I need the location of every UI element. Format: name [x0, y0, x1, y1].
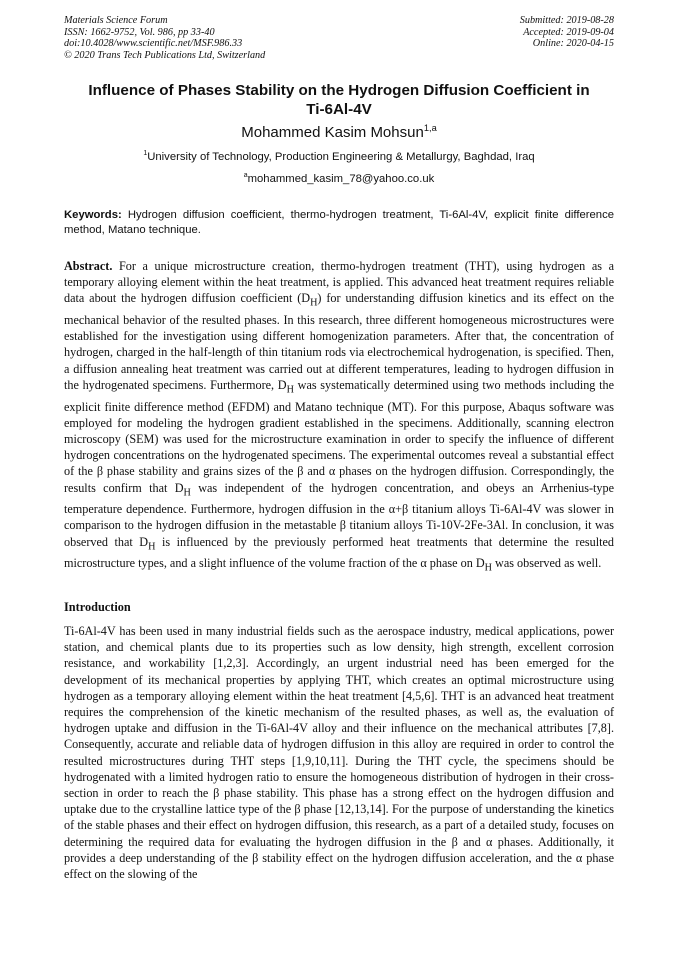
affiliation-text: University of Technology, Production Engineering & Metallurgy, Baghdad, Iraq: [147, 151, 535, 163]
doi: doi:10.4028/www.scientific.net/MSF.986.33: [64, 38, 243, 50]
subscript-h: H: [148, 541, 156, 552]
author-superscript: 1,a: [423, 123, 437, 133]
abstract-text-1: For a unique microstructure creation, thermo-hydrogen treatment (THT), using hydrogen as a temporary alloying element within the heat treatment, is applied. This advanced heat treatment requires reliable data about the hydrogen diffusion coefficient (D: [64, 259, 615, 306]
author-email: [64, 172, 614, 186]
abstract-text-5: is influenced by the previously performed heat treatments that determine the resulted microstructure types, and a slight influence of the volume fraction of the α phase on D: [64, 534, 614, 571]
subscript-h: H: [286, 384, 294, 396]
subscript-h: H: [484, 562, 492, 574]
keywords-label: Keywords:: [64, 209, 122, 221]
issn-volume: ISSN: 1662-9752, Vol. 986, pp 33-40: [64, 26, 215, 38]
author: [64, 124, 614, 142]
introduction-text: Ti-6Al-4V has been used in many industrial fields such as the aerospace industry, medical applications, power station, and chemical plants due to its properties such as low density, high strength, excellent corrosion resistance, and workability [1,2,3]. Accordingly, an urgent industrial need has been emerged for the development of its mechanical properties by applying THT, which creates an optimal microstructure using hydrogen as a temporary alloying element within the heat treatment [4,5,6]. THT is an advanced heat treatment requires the comprehension of the kinetic mechanism of the resulted phases, as well as, the evaluation of hydrogen uptake and diffusion in the Ti-6Al-4V alloy and their influence on the mechanical attributes [7,8]. Consequently, accurate and reliable data of hydrogen diffusion in this alloy are required in order to control the resulted microstructures during THT steps [1,9,10,11]. During the THT cycle, the specimens should be hydrogenated with a limited hydrogen ratio to ensure the homogeneous distribution of hydrogen in their cross-section in order to reach the β phase stability. This phase has a strong effect on the hydrogen diffusion and uptake due to the crystalline lattice type of the β phase [12,13,14]. For the purpose of understanding the kinetics of the stable phases and their effect on hydrogen diffusion, this research, as a part of a detailed study, focuses on determining the required data for evaluating the hydrogen diffusion in the β and α phases. Additionally, it provides a deep understanding of the β stability effect on the hydrogen diffusion acceleration, and the α phase effect on the slowing of the: [64, 624, 614, 882]
paper-title-line-2: Ti-6Al-4V: [306, 101, 372, 118]
journal-info: [64, 15, 265, 61]
abstract-label: Abstract.: [64, 259, 113, 273]
subscript-h: H: [183, 486, 191, 498]
paper-title: [64, 81, 614, 119]
abstract: [64, 258, 614, 577]
accepted-date: Accepted: 2019-09-04: [523, 26, 614, 38]
subscript-h: H: [310, 297, 318, 309]
keywords-text: Hydrogen diffusion coefficient, thermo-hydrogen treatment, Ti-6Al-4V, explicit finite difference method, Matano technique.: [64, 209, 614, 236]
submission-dates: [520, 15, 614, 50]
submitted-date: Submitted: 2019-08-28: [519, 15, 614, 26]
email-superscript: a: [243, 172, 248, 180]
journal-name: Materials Science Forum: [64, 15, 168, 26]
email-text: mohammed_kasim_78@yahoo.co.uk: [247, 173, 435, 185]
keywords: [64, 208, 614, 238]
abstract-text-4: was independent of the hydrogen concentration, and obeys an Arrhenius-type temperature dependence. Furthermore, hydrogen diffusion in the α+β titanium alloys Ti-6Al-4V was slower in comparison to the hydrogen diffusion in the metastable β titanium alloys Ti-10V-2Fe-3Al. In conclusion, it was observed that D: [64, 480, 614, 549]
abstract-text-3: was systematically determined using two methods including the explicit finite difference method (EFDM) and Matano technique (MT). For this purpose, Abaqus software was employed for modeling the hydrogen gradient established in the specimens. Additionally, scanning electron microscopy (SEM) was used for the microstructure examination in order to specify the influence of different hydrogen concentrations on the hydrogenated specimens. The experimental outcomes reveal a substantial effect of the β phase stability and grains sizes of the β and α phases on the hydrogen diffusion. Correspondingly, the results confirm that D: [64, 377, 614, 495]
author-name: Mohammed Kasim Mohsun: [241, 124, 424, 141]
copyright: © 2020 Trans Tech Publications Ltd, Switzerland: [64, 49, 266, 61]
online-date: Online: 2020-04-15: [532, 38, 614, 50]
paper-title-line-1: Influence of Phases Stability on the Hydrogen Diffusion Coefficient in: [88, 82, 590, 99]
introduction-heading: Introduction: [64, 600, 131, 614]
affiliation: [64, 150, 614, 164]
abstract-text-6: was observed as well.: [491, 556, 602, 571]
abstract-text-2: ) for understanding diffusion kinetics and its effect on the mechanical behavior of the resulted phases. In this research, three different homogeneous microstructures were established for the investigation using different homogenization parameters. After that, the concentration of hydrogen, charged in the half-length of thin titanium rods via electrochemical hydrogenation, is specified. Then, a diffusion annealing heat treatment was carried out at different temperatures, leading to hydrogen diffusion in the hydrogenated specimens. Furthermore, D: [64, 291, 614, 392]
affiliation-superscript: 1: [143, 150, 148, 158]
